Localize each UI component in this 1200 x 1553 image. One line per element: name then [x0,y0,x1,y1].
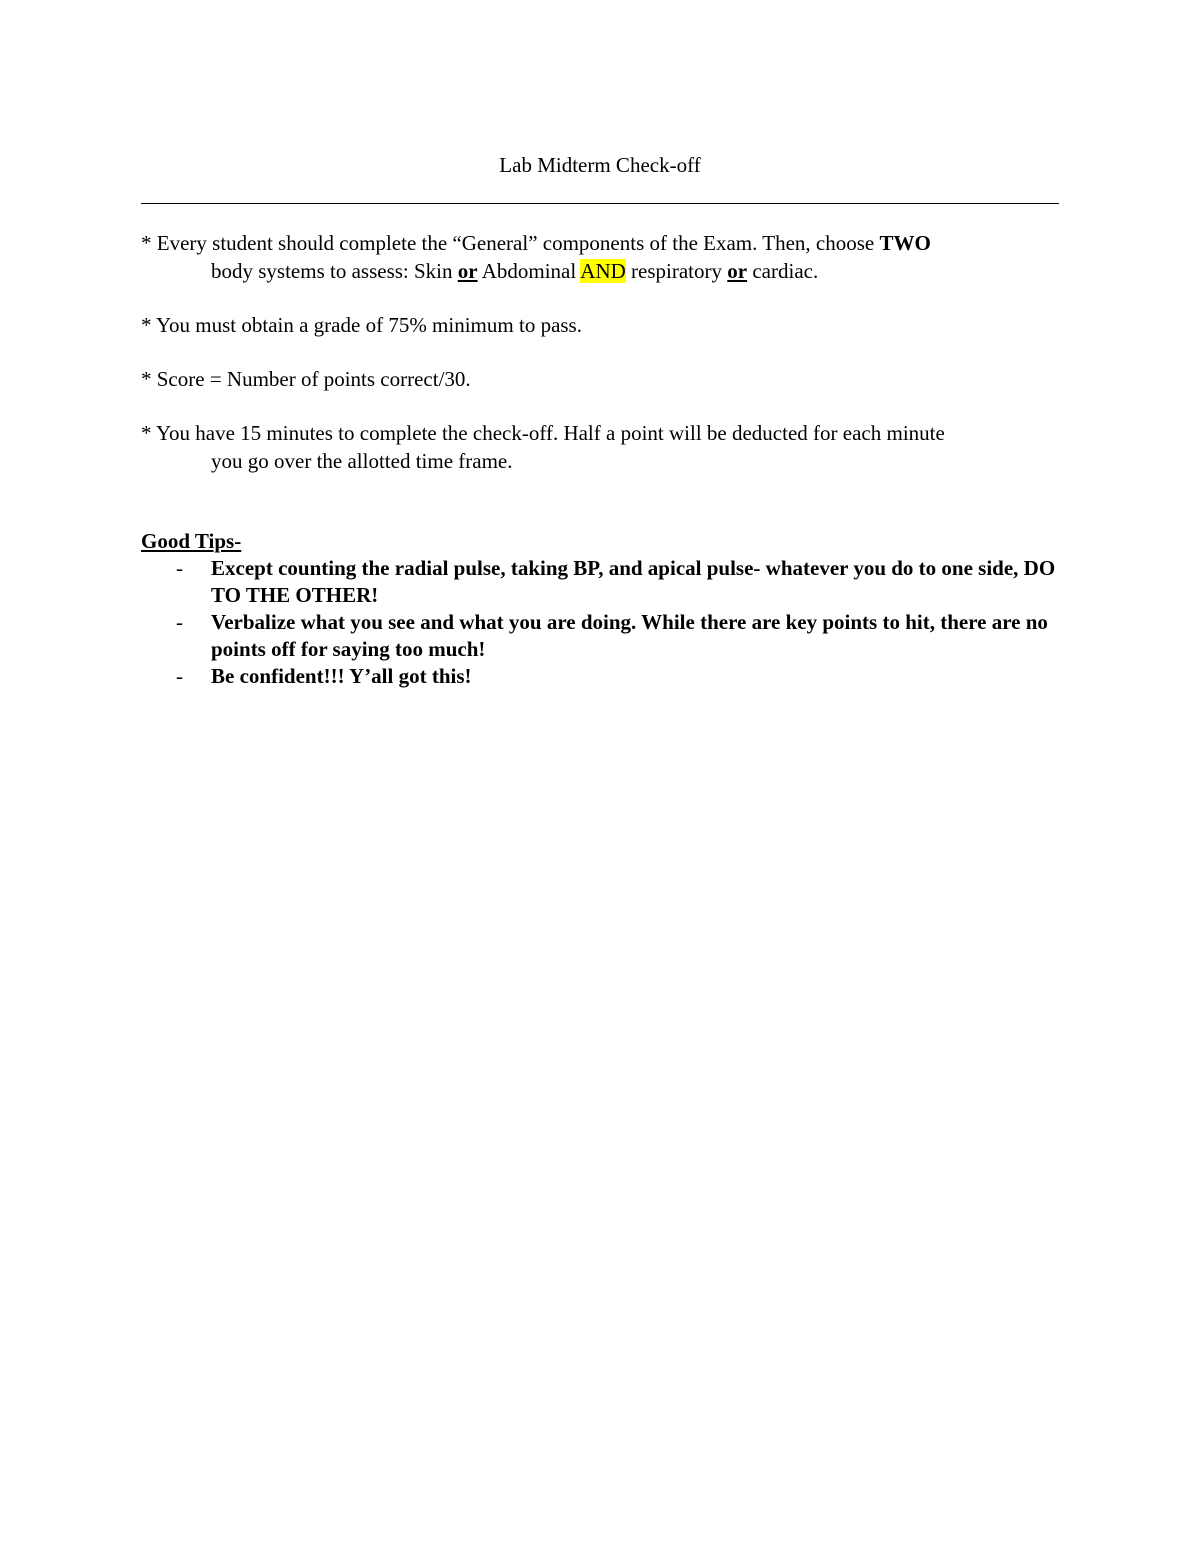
list-item [141,663,1061,690]
tips-heading: Good Tips- [141,529,242,553]
emphasis-two: TWO [879,231,931,255]
instruction-text: * You have 15 minutes to complete the check-off. Half a point will be deducted for each minute [141,421,945,445]
instruction-text: cardiac. [747,259,819,283]
document-title: Lab Midterm Check-off [499,153,701,177]
instruction-continuation [141,257,1061,285]
emphasis-or: or [727,259,748,283]
tip-text: Verbalize what you see and what you are doing. While there are key points to hit, there are no points off for saying too much! [211,610,1048,661]
instruction-text: Abdominal [477,259,581,283]
instruction-text: body systems to assess: Skin [211,259,458,283]
instruction-passing-grade: * You must obtain a grade of 75% minimum to pass. [141,313,582,337]
instruction-continuation: you go over the allotted time frame. [211,449,513,473]
instruction-general-components [141,229,1061,285]
tip-text: Except counting the radial pulse, taking BP, and apical pulse- whatever you do to one side, DO TO THE OTHER! [211,556,1056,607]
tip-text: Be confident!!! Y’all got this! [211,664,472,688]
instruction-time-limit [141,419,1061,475]
list-item [141,609,1061,663]
title-divider [141,203,1059,204]
instruction-score: * Score = Number of points correct/30. [141,367,471,391]
instruction-text: respiratory [625,259,728,283]
bullet-dash: - [176,556,183,580]
highlighted-and: AND [580,259,626,283]
tips-list [141,555,1061,690]
instruction-text: * Every student should complete the “General” components of the Exam. Then, choose [141,231,880,255]
bullet-dash: - [176,610,183,634]
emphasis-or: or [457,259,478,283]
list-item [141,555,1061,609]
bullet-dash: - [176,664,183,688]
